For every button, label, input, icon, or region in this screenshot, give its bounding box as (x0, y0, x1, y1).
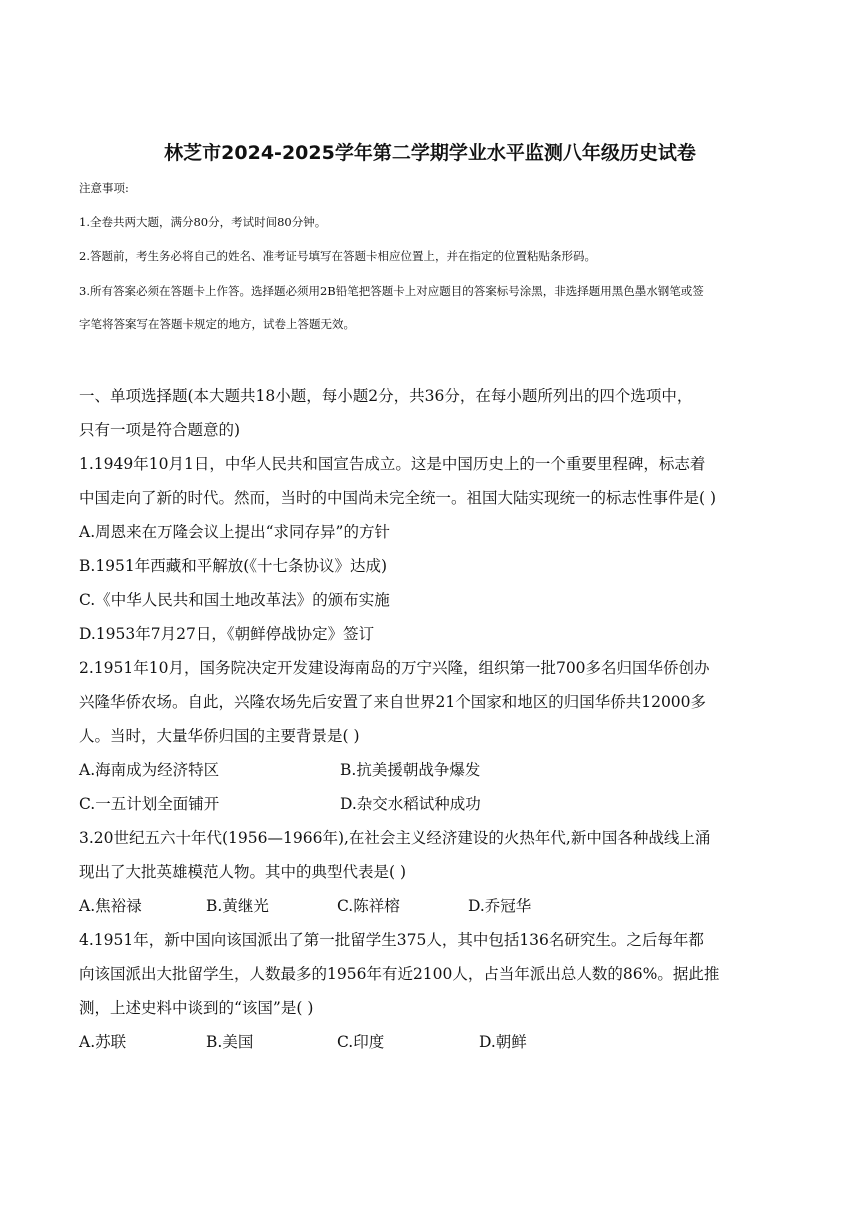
question-2-option-c: C.一五计划全面铺开 (79, 795, 220, 813)
notes-heading: 注意事项: (79, 181, 129, 195)
question-1-option-c: C.《中华人民共和国土地改革法》的颁布实施 (79, 591, 390, 609)
exam-body (79, 379, 785, 1059)
note-item-1: 1.全卷共两大题，满分80分，考试时间80分钟。 (79, 215, 327, 229)
question-2-stem-line-1: 2.1951年10月，国务院决定开发建设海南岛的万宁兴隆，组织第一批700多名归国华侨创办 (79, 659, 710, 677)
note-item-2: 2.答题前，考生务必将自己的姓名、准考证号填写在答题卡相应位置上，并在指定的位置粘贴条形码。 (79, 249, 596, 263)
question-3-stem-line-1: 3.20世纪五六十年代(1956—1966年),在社会主义经济建设的火热年代,新中国各种战线上涌 (79, 829, 711, 847)
question-2-stem-line-3: 人。当时，大量华侨归国的主要背景是( ) (79, 727, 360, 745)
question-2-options-row-1 (79, 753, 785, 787)
question-3-options-row (79, 889, 785, 923)
question-2-options-row-2 (79, 787, 785, 821)
question-4-option-c: C.印度 (337, 1033, 385, 1051)
question-4-stem-line-3: 测，上述史料中谈到的“该国”是( ) (79, 999, 314, 1017)
question-1-option-d: D.1953年7月27日，《朝鲜停战协定》签订 (79, 625, 375, 643)
question-3-option-c: C.陈祥榕 (337, 897, 400, 915)
question-4-options-row (79, 1025, 785, 1059)
section-heading-line-1: 一、单项选择题(本大题共18小题，每小题2分，共36分，在每小题所列出的四个选项中， (79, 387, 693, 405)
section-heading-line-2: 只有一项是符合题意的) (79, 421, 241, 439)
question-4-stem-line-2: 向该国派出大批留学生，人数最多的1956年有近2100人，占当年派出总人数的86%。据此推 (79, 965, 720, 983)
question-3-option-a: A.焦裕禄 (79, 897, 142, 915)
question-4-stem-line-1: 4.1951年，新中国向该国派出了第一批留学生375人，其中包括136名研究生。之后每年都 (79, 931, 704, 949)
question-4-option-b: B.美国 (206, 1033, 254, 1051)
question-2-option-a: A.海南成为经济特区 (79, 761, 220, 779)
question-2-option-b: B.抗美援朝战争爆发 (340, 761, 481, 779)
question-4-option-a: A.苏联 (79, 1033, 127, 1051)
question-3-option-b: B.黄继光 (206, 897, 269, 915)
question-4-option-d: D.朝鲜 (479, 1033, 527, 1051)
question-3-stem-line-2: 现出了大批英雄模范人物。其中的典型代表是( ) (79, 863, 407, 881)
exam-title: 林芝市2024-2025学年第二学期学业水平监测八年级历史试卷 (164, 142, 696, 164)
question-3-option-d: D.乔冠华 (468, 897, 532, 915)
note-item-3-line-1: 3.所有答案必须在答题卡上作答。选择题必须用2B铅笔把答题卡上对应题目的答案标号涂黑，非选择题用黑色墨水钢笔或签 (79, 284, 704, 298)
question-1-option-a: A.周恩来在万隆会议上提出“求同存异”的方针 (79, 523, 390, 541)
question-1-stem-line-1: 1.1949年10月1日，中华人民共和国宣告成立。这是中国历史上的一个重要里程碑，标志着 (79, 455, 706, 473)
question-2-stem-line-2: 兴隆华侨农场。自此，兴隆农场先后安置了来自世界21个国家和地区的归国华侨共12000多 (79, 693, 707, 711)
question-2-option-d: D.杂交水稻试种成功 (340, 795, 481, 813)
note-item-3-line-2: 字笔将答案写在答题卡规定的地方，试卷上答题无效。 (79, 317, 355, 331)
question-1-option-b: B.1951年西藏和平解放(《十七条协议》达成) (79, 557, 388, 575)
question-1-stem-line-2: 中国走向了新的时代。然而，当时的中国尚未完全统一。祖国大陆实现统一的标志性事件是( ) (79, 489, 717, 507)
